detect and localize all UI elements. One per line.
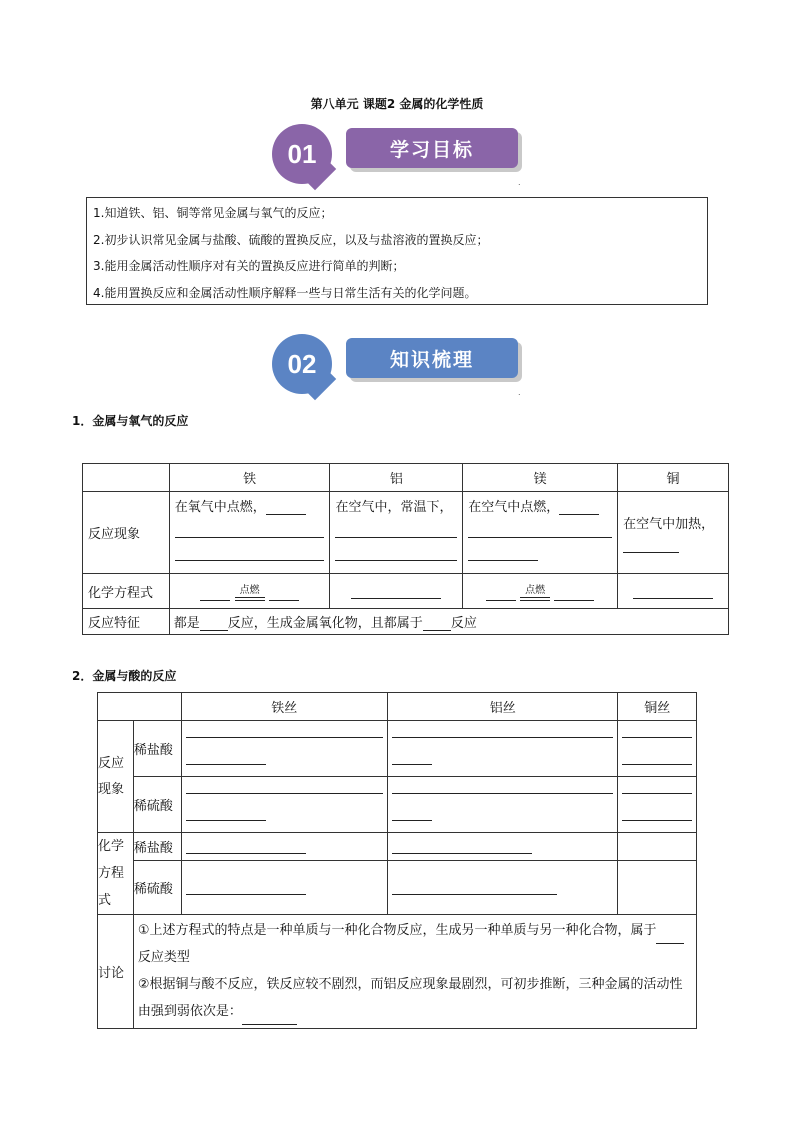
goal-item: 4.能用置换反应和金属活动性顺序解释一些与日常生活有关的化学问题。 [93,285,477,300]
al-hcl-equation [387,833,618,861]
acid-label: 稀盐酸 [133,721,181,777]
al-equation-cell [330,574,463,609]
row-group-label: 化学方程式 [98,833,134,915]
cu-h2so4-equation [618,861,697,915]
answer-blank[interactable] [656,929,684,944]
dot-mark: . [518,178,521,187]
acid-label: 稀盐酸 [133,833,181,861]
answer-line[interactable] [335,538,457,561]
table-header: 铁丝 [181,693,387,721]
table-header-empty [83,464,170,492]
fe-hcl-equation [181,833,387,861]
acid-label: 稀硫酸 [133,861,181,915]
answer-line[interactable] [622,721,692,738]
answer-line[interactable] [175,515,325,538]
answer-line[interactable] [468,538,538,561]
mg-phenomenon-cell [463,492,618,574]
discussion-cell [133,915,696,1029]
answer-line[interactable] [335,515,457,538]
fe-equation-cell [169,574,330,609]
table-header: 铜 [618,464,729,492]
mg-phenomenon: 在空气中点燃， [468,500,560,515]
cu-equation-cell [618,574,729,609]
answer-line[interactable] [186,777,383,794]
answer-line[interactable] [175,538,325,561]
answer-blank[interactable] [200,616,228,631]
answer-line[interactable] [623,532,679,553]
ignite-condition: 点燃 [520,581,550,601]
metal-acid-table [97,692,697,1029]
cu-phenomenon-cell [618,492,729,574]
answer-blank[interactable] [486,586,516,601]
al-h2so4-equation [387,861,618,915]
answer-line[interactable] [622,777,692,794]
table-header: 铁 [169,464,330,492]
answer-line[interactable] [622,738,692,765]
section-badge-knowledge [272,334,524,394]
table-header: 镁 [463,464,618,492]
feature-text: 反应，生成金属氧化物，且都属于 [227,616,423,631]
feature-text: 反应 [450,616,477,631]
fe-phenomenon: 在氧气中点燃， [174,500,266,515]
fe-h2so4-equation [181,861,387,915]
answer-blank[interactable] [559,500,599,515]
dot-mark: . [518,388,521,397]
badge-number: 02 [272,334,332,394]
table-header: 铝 [330,464,463,492]
row-label: 反应特征 [83,609,170,635]
answer-line[interactable] [468,515,612,538]
al-phenomenon-cell [330,492,463,574]
discussion-label: 讨论 [98,915,134,1029]
feature-cell [169,609,728,635]
discussion-text: ②根据铜与酸不反应，铁反应较不剧烈，而铝反应现象最剧烈，可初步推断，三种金属的活动性由强到弱依次是： [137,977,683,1019]
answer-line[interactable] [392,721,614,738]
cu-hcl-equation [618,833,697,861]
ignite-condition: 点燃 [235,581,265,601]
fe-hcl-phenomenon [181,721,387,777]
goal-item: 3.能用金属活动性顺序对有关的置换反应进行简单的判断； [93,259,405,273]
metal-oxygen-table [82,463,729,635]
badge-number: 01 [272,124,332,184]
al-phenomenon: 在空气中，常温下， [335,500,453,515]
section-heading: 1．金属与氧气的反应 [72,414,189,428]
answer-blank[interactable] [186,839,306,854]
answer-blank[interactable] [392,880,557,895]
discussion-text: 反应类型 [137,950,190,965]
answer-blank[interactable] [554,586,594,601]
answer-blank[interactable] [186,880,306,895]
cu-h2so4-phenomenon [618,777,697,833]
al-h2so4-phenomenon [387,777,618,833]
feature-text: 都是 [173,616,200,631]
answer-blank[interactable] [242,1010,297,1025]
table-header: 铝丝 [387,693,618,721]
acid-label: 稀硫酸 [133,777,181,833]
al-hcl-phenomenon [387,721,618,777]
discussion-text: ①上述方程式的特点是一种单质与一种化合物反应，生成另一种单质与另一种化合物，属于 [137,923,657,938]
fe-h2so4-phenomenon [181,777,387,833]
answer-blank[interactable] [200,586,230,601]
table-header: 铜丝 [618,693,697,721]
answer-line[interactable] [186,738,266,765]
answer-blank[interactable] [423,616,451,631]
badge-label: 知识梳理 [346,338,518,378]
answer-line[interactable] [392,738,432,765]
badge-label: 学习目标 [346,128,518,168]
page-title: 第八单元 课题2 金属的化学性质 [310,97,484,111]
answer-blank[interactable] [633,584,713,599]
answer-line[interactable] [392,777,614,794]
section-badge-goals [272,124,524,184]
row-label: 化学方程式 [83,574,170,609]
mg-equation-cell [463,574,618,609]
goals-box [86,197,708,305]
table-header-empty [98,693,182,721]
answer-line[interactable] [186,794,266,821]
answer-line[interactable] [392,794,432,821]
row-group-label: 反应现象 [98,721,134,833]
answer-blank[interactable] [351,584,441,599]
answer-blank[interactable] [392,839,532,854]
answer-blank[interactable] [266,500,306,515]
answer-line[interactable] [186,721,383,738]
fe-phenomenon-cell [169,492,330,574]
section-heading: 2．金属与酸的反应 [72,669,177,683]
cu-phenomenon: 在空气中加热， [623,516,715,532]
cu-hcl-phenomenon [618,721,697,777]
answer-blank[interactable] [269,586,299,601]
goal-item: 2.初步认识常见金属与盐酸、硫酸的置换反应，以及与盐溶液的置换反应； [93,232,489,247]
goal-item: 1.知道铁、铝、铜等常见金属与氧气的反应； [93,206,333,220]
answer-line[interactable] [622,794,692,821]
row-label: 反应现象 [83,492,170,574]
